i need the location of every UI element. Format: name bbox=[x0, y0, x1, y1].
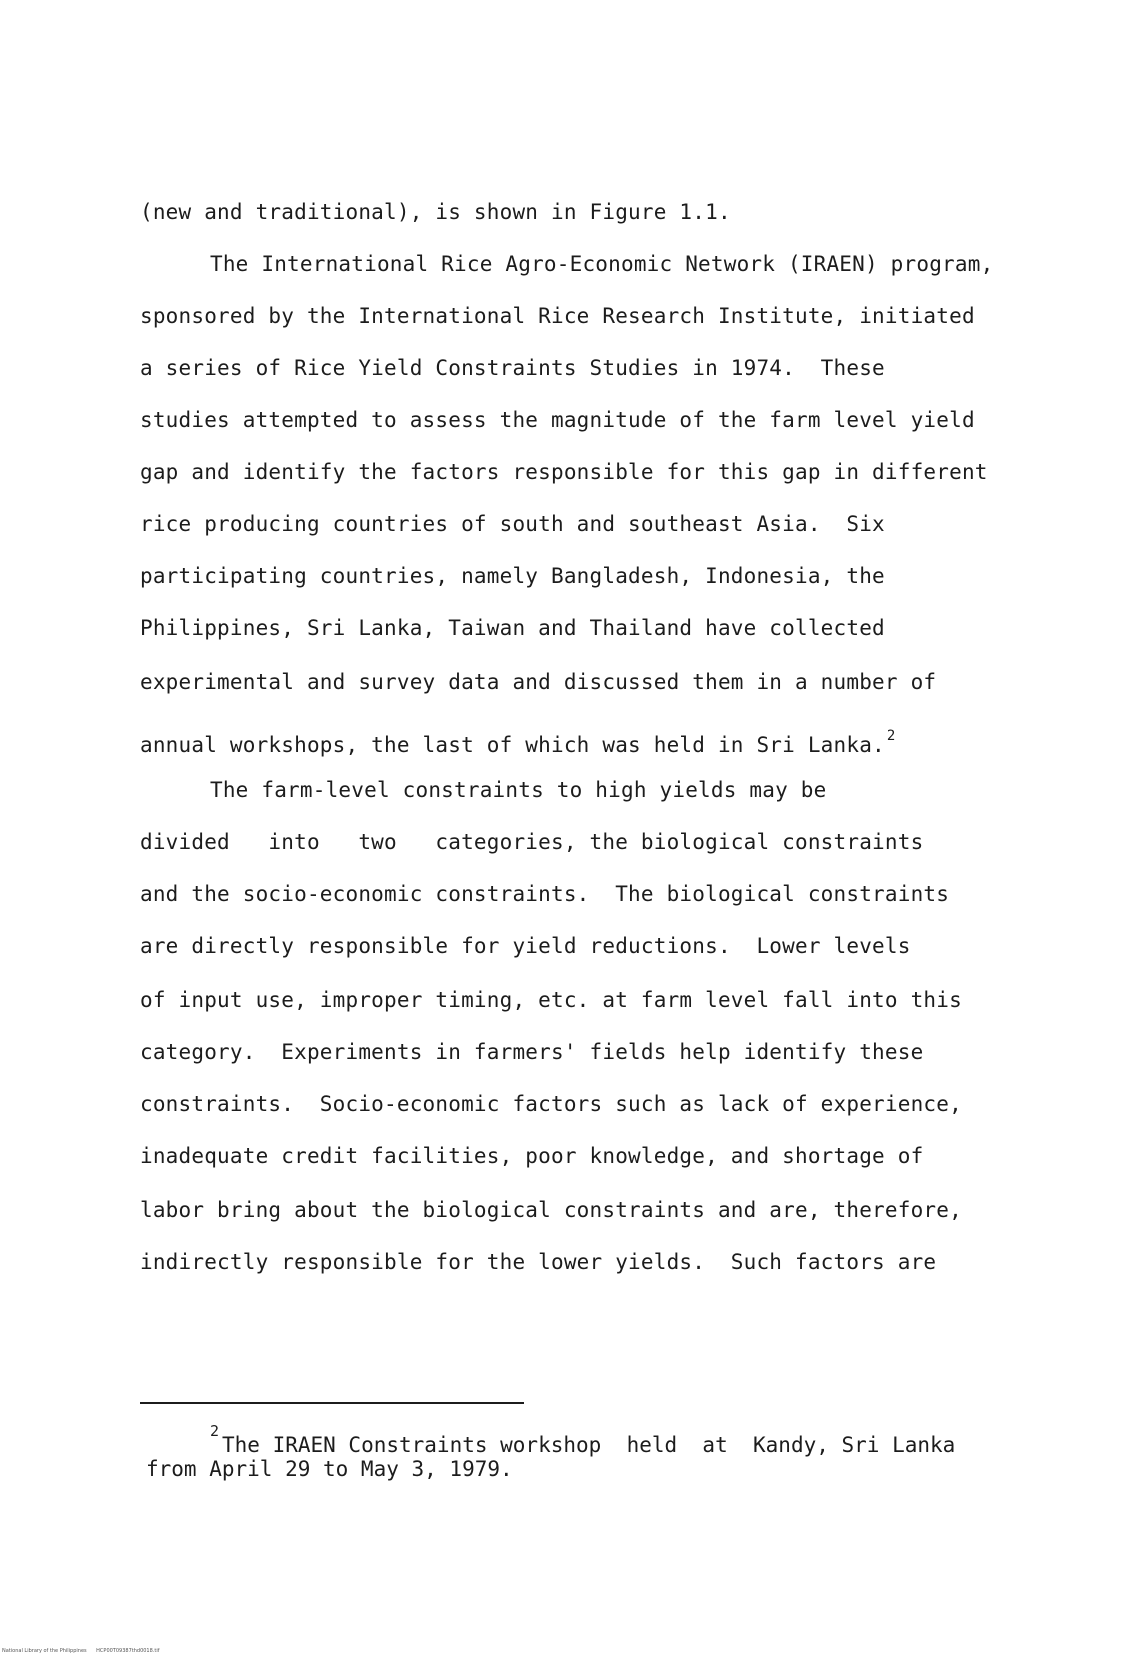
scan-footer-label: National Library of the Philippines HCP00T09387thd0018.tif bbox=[2, 1648, 160, 1654]
body-line-20: labor bring about the biological constraints and are, therefore, bbox=[140, 1198, 962, 1222]
body-line-15: are directly responsible for yield reductions. Lower levels bbox=[140, 934, 911, 958]
body-line-13: divided into two categories, the biological constraints bbox=[140, 830, 924, 854]
body-line-14: and the socio-economic constraints. The biological constraints bbox=[140, 882, 950, 906]
body-line-21: indirectly responsible for the lower yields. Such factors are bbox=[140, 1250, 937, 1274]
body-line-17: category. Experiments in farmers' fields help identify these bbox=[140, 1040, 924, 1064]
body-line-10: experimental and survey data and discussed them in a number of bbox=[140, 670, 937, 694]
body-line-5: studies attempted to assess the magnitude of the farm level yield bbox=[140, 408, 975, 432]
body-line-7: rice producing countries of south and southeast Asia. Six bbox=[140, 512, 885, 536]
body-line-2: The International Rice Agro-Economic Network (IRAEN) program, bbox=[210, 252, 994, 276]
body-line-3: sponsored by the International Rice Research Institute, initiated bbox=[140, 304, 975, 328]
footnote-line-1: The IRAEN Constraints workshop held at Kandy, Sri Lanka bbox=[222, 1433, 956, 1457]
body-line-11-wrap bbox=[140, 722, 896, 759]
footnote-reference: 2 bbox=[886, 728, 896, 744]
body-line-16: of input use, improper timing, etc. at farm level fall into this bbox=[140, 988, 962, 1012]
body-line-11: annual workshops, the last of which was held in Sri Lanka. bbox=[140, 733, 885, 757]
body-line-18: constraints. Socio-economic factors such as lack of experience, bbox=[140, 1092, 962, 1116]
footnote-divider bbox=[140, 1402, 524, 1404]
body-line-9: Philippines, Sri Lanka, Taiwan and Thailand have collected bbox=[140, 616, 885, 640]
footnote-marker: 2 bbox=[210, 1422, 220, 1440]
body-line-19: inadequate credit facilities, poor knowledge, and shortage of bbox=[140, 1144, 924, 1168]
body-line-4: a series of Rice Yield Constraints Studies in 1974. These bbox=[140, 356, 885, 380]
body-line-12: The farm-level constraints to high yields may be bbox=[210, 778, 827, 802]
body-line-6: gap and identify the factors responsible for this gap in different bbox=[140, 460, 988, 484]
body-line-8: participating countries, namely Bangladesh, Indonesia, the bbox=[140, 564, 885, 588]
body-line-1: (new and traditional), is shown in Figure 1.1. bbox=[140, 200, 731, 224]
footnote-line-2: from April 29 to May 3, 1979. bbox=[146, 1457, 513, 1481]
